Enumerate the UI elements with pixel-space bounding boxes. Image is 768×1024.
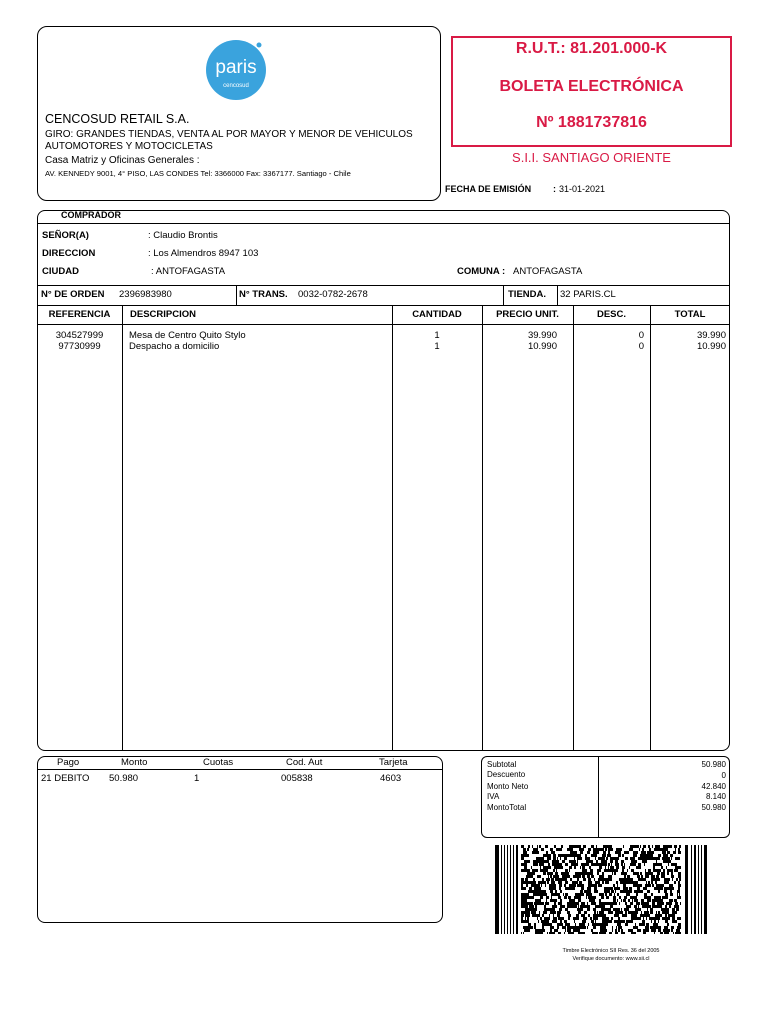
payment-cod-aut: 005838 <box>281 773 313 784</box>
item-discount: 0 <box>638 330 644 341</box>
document-number: Nº 1881737816 <box>536 114 647 131</box>
order-divider <box>557 286 558 306</box>
issuer-name: CENCOSUD RETAIL S.A. <box>45 112 190 126</box>
monto-neto-value: 42.840 <box>701 782 726 791</box>
item-desc: Mesa de Centro Quito Stylo <box>129 330 246 341</box>
order-divider <box>503 286 504 306</box>
timbre-line1: Timbre Electrónico SII Res. 36 del 2005 <box>562 948 660 954</box>
item-total: 10.990 <box>696 341 726 352</box>
header-total: TOTAL <box>674 309 706 320</box>
trans-value: 0032-0782-2678 <box>298 289 368 300</box>
paris-logo <box>204 38 268 102</box>
header-precio-unit: PRECIO UNIT. <box>496 309 559 320</box>
document-rut: R.U.T.: 81.201.000-K <box>515 40 668 57</box>
direccion-label: DIRECCION <box>42 248 96 259</box>
item-ref: 97730999 <box>58 341 101 352</box>
comuna-label: COMUNA : <box>457 266 506 277</box>
payment-header-cuotas: Cuotas <box>203 757 234 768</box>
subtotal-label: Subtotal <box>487 760 517 769</box>
payment-header-rule <box>37 769 443 770</box>
items-table <box>37 306 730 751</box>
timbre-barcode <box>495 845 707 934</box>
payment-header-pago: Pago <box>57 757 80 768</box>
comuna-value: ANTOFAGASTA <box>513 266 583 277</box>
column-divider <box>573 306 574 751</box>
buyer-heading-bar <box>37 210 730 224</box>
column-divider <box>650 306 651 751</box>
senor-label: SEÑOR(A) <box>42 230 89 241</box>
item-total: 39.990 <box>696 330 726 341</box>
logo-subtext: cencosud <box>223 83 249 89</box>
descuento-value: 0 <box>721 771 726 780</box>
order-divider <box>236 286 237 306</box>
subtotal-value: 50.980 <box>701 760 726 769</box>
issuer-casa-matriz: Casa Matriz y Oficinas Generales : <box>45 155 200 166</box>
header-descripcion: DESCRIPCION <box>130 309 196 320</box>
ciudad-value: : ANTOFAGASTA <box>151 266 226 277</box>
payment-header-cod-aut: Cod. Aut <box>286 757 323 768</box>
sii-office: S.I.I. SANTIAGO ORIENTE <box>512 150 671 165</box>
orden-value: 2396983980 <box>119 289 172 300</box>
senor-value: : Claudio Brontis <box>148 230 218 241</box>
issuer-giro <box>45 129 435 152</box>
tienda-value: 32 PARIS.CL <box>560 289 616 300</box>
tienda-label: TIENDA. <box>508 289 546 300</box>
timbre-line2: Verifique documento: www.sii.cl <box>572 956 650 962</box>
monto-neto-label: Monto Neto <box>487 782 529 791</box>
fecha-emision-colon: : <box>553 184 556 194</box>
totals-divider <box>598 756 599 838</box>
item-unit-price: 39.990 <box>527 330 557 341</box>
payment-cuotas: 1 <box>194 773 200 784</box>
header-referencia: REFERENCIA <box>48 309 111 320</box>
item-discount: 0 <box>638 341 644 352</box>
logo-text: paris <box>215 57 257 78</box>
fecha-emision-label: FECHA DE EMISIÓN <box>445 184 532 194</box>
payment-pago: 21 DEBITO <box>41 773 90 784</box>
direccion-value: : Los Almendros 8947 103 <box>148 248 259 259</box>
item-qty: 1 <box>434 341 440 352</box>
issuer-giro-line2: AUTOMOTORES Y MOTOCICLETAS <box>45 140 213 152</box>
column-divider <box>392 306 393 751</box>
column-divider <box>482 306 483 751</box>
column-divider <box>122 306 123 751</box>
descuento-label: Descuento <box>487 770 526 779</box>
item-qty: 1 <box>434 330 440 341</box>
ciudad-label: CIUDAD <box>42 266 79 277</box>
items-header-rule <box>37 324 730 325</box>
payment-header-tarjeta: Tarjeta <box>379 757 408 768</box>
iva-label: IVA <box>487 792 500 801</box>
item-desc: Despacho a domicilio <box>129 341 220 352</box>
fecha-emision-value: 31-01-2021 <box>559 184 606 194</box>
monto-total-label: MontoTotal <box>487 803 527 812</box>
header-desc: DESC. <box>596 309 627 320</box>
buyer-heading: COMPRADOR <box>61 210 121 220</box>
issuer-address: AV. KENNEDY 9001, 4° PISO, LAS CONDES Tel: 3366000 Fax: 3367177. Santiago - Chile <box>45 169 351 178</box>
header-cantidad: CANTIDAD <box>412 309 462 320</box>
payment-header-monto: Monto <box>121 757 148 768</box>
monto-total-value: 50.980 <box>701 803 726 812</box>
item-ref: 304527999 <box>55 330 104 341</box>
trans-label: N° TRANS. <box>239 289 288 300</box>
orden-label: N° DE ORDEN <box>41 289 105 300</box>
document-type: BOLETA ELECTRÓNICA <box>499 78 684 95</box>
issuer-giro-line1: GIRO: GRANDES TIENDAS, VENTA AL POR MAYOR Y MENOR DE VEHICULOS <box>45 129 413 140</box>
iva-value: 8.140 <box>705 792 726 801</box>
payment-monto: 50.980 <box>109 773 139 784</box>
payment-tarjeta: 4603 <box>380 773 402 784</box>
item-unit-price: 10.990 <box>527 341 557 352</box>
